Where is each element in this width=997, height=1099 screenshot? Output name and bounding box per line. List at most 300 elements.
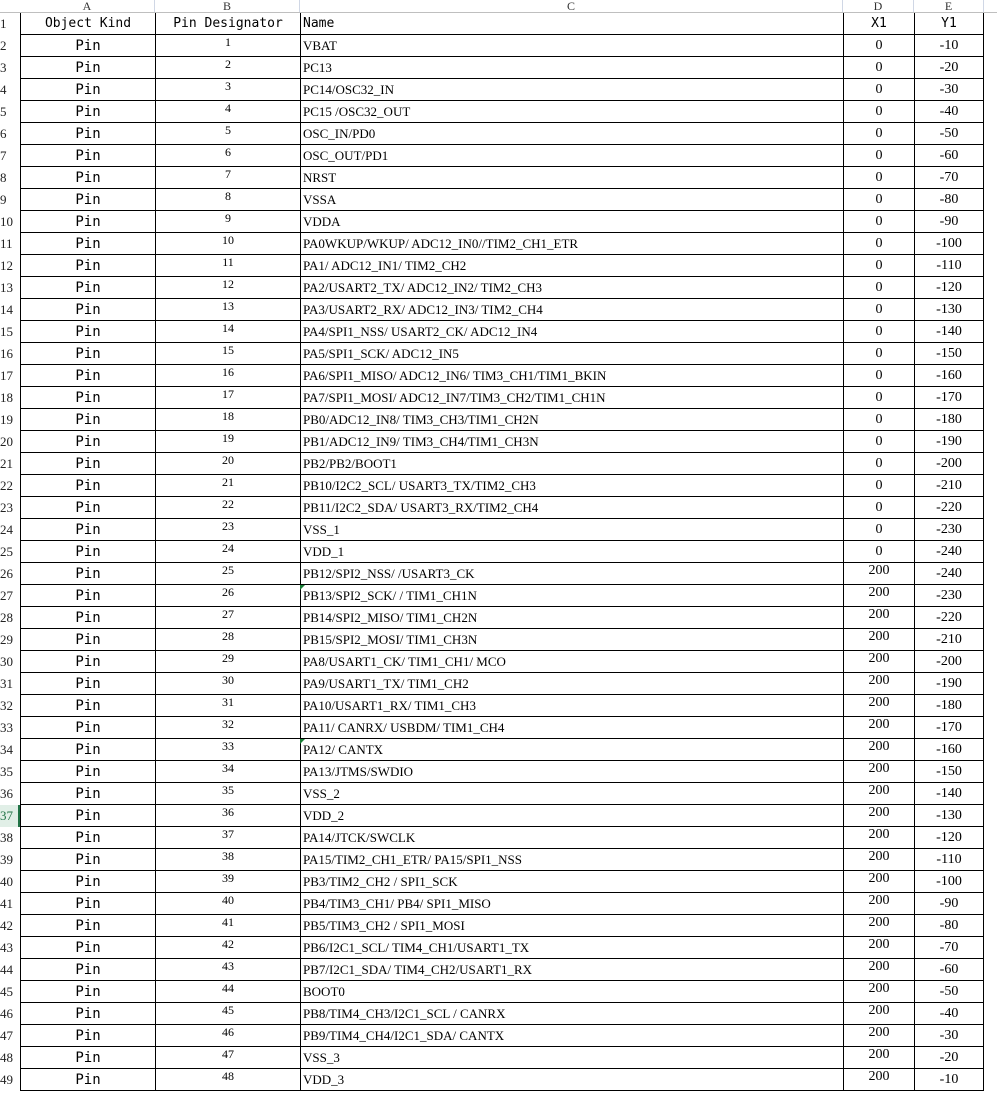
cell-pin-designator[interactable]: 43 bbox=[155, 959, 300, 981]
cell-name[interactable]: PB14/SPI2_MISO/ TIM1_CH2N bbox=[300, 607, 843, 629]
cell-x1[interactable]: 200 bbox=[843, 1003, 914, 1025]
cell-pin-designator[interactable]: 15 bbox=[155, 343, 300, 365]
cell-y1[interactable]: -240 bbox=[914, 541, 984, 563]
cell-pin-designator[interactable]: 48 bbox=[155, 1069, 300, 1091]
cell-x1[interactable]: 200 bbox=[843, 739, 914, 761]
row-number[interactable]: 45 bbox=[0, 981, 20, 1003]
row-number[interactable]: 41 bbox=[0, 893, 20, 915]
cell-y1[interactable]: -210 bbox=[914, 475, 984, 497]
cell-name[interactable]: PB5/TIM3_CH2 / SPI1_MOSI bbox=[300, 915, 843, 937]
cell-y1[interactable]: -210 bbox=[914, 629, 984, 651]
cell-y1[interactable]: -110 bbox=[914, 849, 984, 871]
cell-x1[interactable]: 0 bbox=[843, 321, 914, 343]
cell-x1[interactable]: 200 bbox=[843, 563, 914, 585]
cell-object-kind[interactable]: Pin bbox=[20, 695, 155, 717]
cell-object-kind[interactable]: Pin bbox=[20, 365, 155, 387]
row-number[interactable]: 18 bbox=[0, 387, 20, 409]
cell-name[interactable]: VDD_3 bbox=[300, 1069, 843, 1091]
cell-y1[interactable]: -40 bbox=[914, 1003, 984, 1025]
cell-name[interactable]: PB13/SPI2_SCK/ / TIM1_CH1N bbox=[300, 585, 843, 607]
cell-name[interactable]: PA2/USART2_TX/ ADC12_IN2/ TIM2_CH3 bbox=[300, 277, 843, 299]
cell-object-kind[interactable]: Pin bbox=[20, 607, 155, 629]
cell-pin-designator[interactable]: 26 bbox=[155, 585, 300, 607]
cell-object-kind[interactable]: Pin bbox=[20, 211, 155, 233]
cell-object-kind[interactable]: Pin bbox=[20, 981, 155, 1003]
cell-name[interactable]: PB3/TIM2_CH2 / SPI1_SCK bbox=[300, 871, 843, 893]
cell-x1[interactable]: 200 bbox=[843, 871, 914, 893]
cell-y1[interactable]: -160 bbox=[914, 739, 984, 761]
cell-pin-designator[interactable]: 39 bbox=[155, 871, 300, 893]
cell-x1[interactable]: 200 bbox=[843, 1069, 914, 1091]
cell-name[interactable]: PB9/TIM4_CH4/I2C1_SDA/ CANTX bbox=[300, 1025, 843, 1047]
cell-y1[interactable]: -110 bbox=[914, 255, 984, 277]
row-number[interactable]: 43 bbox=[0, 937, 20, 959]
cell-object-kind[interactable]: Pin bbox=[20, 409, 155, 431]
row-number[interactable]: 28 bbox=[0, 607, 20, 629]
cell-name[interactable]: VSS_3 bbox=[300, 1047, 843, 1069]
cell-x1[interactable]: 200 bbox=[843, 717, 914, 739]
cell-name[interactable]: OSC_OUT/PD1 bbox=[300, 145, 843, 167]
cell-y1[interactable]: -130 bbox=[914, 299, 984, 321]
cell-object-kind[interactable]: Pin bbox=[20, 299, 155, 321]
cell-name[interactable]: PB2/PB2/BOOT1 bbox=[300, 453, 843, 475]
cell-name[interactable]: PA10/USART1_RX/ TIM1_CH3 bbox=[300, 695, 843, 717]
cell-name[interactable]: PA8/USART1_CK/ TIM1_CH1/ MCO bbox=[300, 651, 843, 673]
cell-pin-designator[interactable]: 7 bbox=[155, 167, 300, 189]
cell-x1[interactable]: 0 bbox=[843, 431, 914, 453]
cell-y1[interactable]: -20 bbox=[914, 57, 984, 79]
cell-name[interactable]: PB10/I2C2_SCL/ USART3_TX/TIM2_CH3 bbox=[300, 475, 843, 497]
cell-object-kind[interactable]: Pin bbox=[20, 651, 155, 673]
cell-object-kind[interactable]: Pin bbox=[20, 585, 155, 607]
cell-object-kind[interactable]: Pin bbox=[20, 475, 155, 497]
column-header-e[interactable]: E bbox=[914, 0, 984, 12]
cell-y1[interactable]: -170 bbox=[914, 717, 984, 739]
header-cell-pin-designator[interactable]: Pin Designator bbox=[155, 13, 300, 35]
cell-y1[interactable]: -220 bbox=[914, 607, 984, 629]
cell-y1[interactable]: -140 bbox=[914, 783, 984, 805]
cell-y1[interactable]: -180 bbox=[914, 695, 984, 717]
row-number[interactable]: 35 bbox=[0, 761, 20, 783]
row-number[interactable]: 3 bbox=[0, 57, 20, 79]
cell-name[interactable]: PB11/I2C2_SDA/ USART3_RX/TIM2_CH4 bbox=[300, 497, 843, 519]
cell-object-kind[interactable]: Pin bbox=[20, 629, 155, 651]
cell-x1[interactable]: 0 bbox=[843, 189, 914, 211]
cell-y1[interactable]: -190 bbox=[914, 673, 984, 695]
cell-y1[interactable]: -230 bbox=[914, 585, 984, 607]
cell-name[interactable]: PB15/SPI2_MOSI/ TIM1_CH3N bbox=[300, 629, 843, 651]
row-number[interactable]: 20 bbox=[0, 431, 20, 453]
cell-x1[interactable]: 0 bbox=[843, 453, 914, 475]
cell-pin-designator[interactable]: 21 bbox=[155, 475, 300, 497]
cell-name[interactable]: PA11/ CANRX/ USBDM/ TIM1_CH4 bbox=[300, 717, 843, 739]
cell-x1[interactable]: 200 bbox=[843, 981, 914, 1003]
cell-y1[interactable]: -120 bbox=[914, 277, 984, 299]
cell-object-kind[interactable]: Pin bbox=[20, 343, 155, 365]
cell-name[interactable]: VSS_2 bbox=[300, 783, 843, 805]
cell-object-kind[interactable]: Pin bbox=[20, 827, 155, 849]
cell-name[interactable]: OSC_IN/PD0 bbox=[300, 123, 843, 145]
row-number[interactable]: 23 bbox=[0, 497, 20, 519]
cell-y1[interactable]: -80 bbox=[914, 189, 984, 211]
cell-x1[interactable]: 200 bbox=[843, 915, 914, 937]
row-number[interactable]: 42 bbox=[0, 915, 20, 937]
cell-x1[interactable]: 200 bbox=[843, 585, 914, 607]
row-number[interactable]: 10 bbox=[0, 211, 20, 233]
cell-y1[interactable]: -60 bbox=[914, 959, 984, 981]
cell-y1[interactable]: -170 bbox=[914, 387, 984, 409]
cell-x1[interactable]: 0 bbox=[843, 167, 914, 189]
cell-x1[interactable]: 200 bbox=[843, 827, 914, 849]
cell-y1[interactable]: -120 bbox=[914, 827, 984, 849]
cell-x1[interactable]: 0 bbox=[843, 409, 914, 431]
cell-pin-designator[interactable]: 41 bbox=[155, 915, 300, 937]
cell-x1[interactable]: 0 bbox=[843, 277, 914, 299]
cell-name[interactable]: PA14/JTCK/SWCLK bbox=[300, 827, 843, 849]
cell-pin-designator[interactable]: 32 bbox=[155, 717, 300, 739]
cell-pin-designator[interactable]: 22 bbox=[155, 497, 300, 519]
cell-pin-designator[interactable]: 14 bbox=[155, 321, 300, 343]
cell-x1[interactable]: 200 bbox=[843, 849, 914, 871]
cell-pin-designator[interactable]: 28 bbox=[155, 629, 300, 651]
cell-pin-designator[interactable]: 13 bbox=[155, 299, 300, 321]
row-number[interactable]: 4 bbox=[0, 79, 20, 101]
cell-y1[interactable]: -100 bbox=[914, 871, 984, 893]
cell-name[interactable]: PB1/ADC12_IN9/ TIM3_CH4/TIM1_CH3N bbox=[300, 431, 843, 453]
cell-object-kind[interactable]: Pin bbox=[20, 123, 155, 145]
cell-y1[interactable]: -130 bbox=[914, 805, 984, 827]
cell-pin-designator[interactable]: 23 bbox=[155, 519, 300, 541]
cell-x1[interactable]: 0 bbox=[843, 255, 914, 277]
row-number[interactable]: 25 bbox=[0, 541, 20, 563]
cell-pin-designator[interactable]: 24 bbox=[155, 541, 300, 563]
cell-name[interactable]: PB7/I2C1_SDA/ TIM4_CH2/USART1_RX bbox=[300, 959, 843, 981]
cell-pin-designator[interactable]: 10 bbox=[155, 233, 300, 255]
cell-object-kind[interactable]: Pin bbox=[20, 387, 155, 409]
cell-pin-designator[interactable]: 18 bbox=[155, 409, 300, 431]
header-cell-object-kind[interactable]: Object Kind bbox=[20, 13, 155, 35]
cell-object-kind[interactable]: Pin bbox=[20, 145, 155, 167]
cell-x1[interactable]: 200 bbox=[843, 1047, 914, 1069]
cell-y1[interactable]: -50 bbox=[914, 123, 984, 145]
cell-name[interactable]: PB6/I2C1_SCL/ TIM4_CH1/USART1_TX bbox=[300, 937, 843, 959]
row-number[interactable]: 5 bbox=[0, 101, 20, 123]
cell-pin-designator[interactable]: 16 bbox=[155, 365, 300, 387]
row-number[interactable]: 6 bbox=[0, 123, 20, 145]
row-number[interactable]: 46 bbox=[0, 1003, 20, 1025]
cell-object-kind[interactable]: Pin bbox=[20, 805, 155, 827]
cell-pin-designator[interactable]: 34 bbox=[155, 761, 300, 783]
cell-y1[interactable]: -200 bbox=[914, 651, 984, 673]
cell-name[interactable]: VDD_2 bbox=[300, 805, 843, 827]
row-number[interactable]: 37 bbox=[0, 805, 20, 827]
cell-object-kind[interactable]: Pin bbox=[20, 321, 155, 343]
cell-pin-designator[interactable]: 9 bbox=[155, 211, 300, 233]
cell-object-kind[interactable]: Pin bbox=[20, 35, 155, 57]
cell-name[interactable]: VSS_1 bbox=[300, 519, 843, 541]
row-number[interactable]: 38 bbox=[0, 827, 20, 849]
cell-pin-designator[interactable]: 29 bbox=[155, 651, 300, 673]
cell-name[interactable]: PB12/SPI2_NSS/ /USART3_CK bbox=[300, 563, 843, 585]
cell-y1[interactable]: -30 bbox=[914, 1025, 984, 1047]
cell-x1[interactable]: 0 bbox=[843, 519, 914, 541]
cell-object-kind[interactable]: Pin bbox=[20, 1047, 155, 1069]
cell-object-kind[interactable]: Pin bbox=[20, 937, 155, 959]
cell-pin-designator[interactable]: 40 bbox=[155, 893, 300, 915]
cell-x1[interactable]: 0 bbox=[843, 123, 914, 145]
cell-name[interactable]: NRST bbox=[300, 167, 843, 189]
cell-x1[interactable]: 200 bbox=[843, 937, 914, 959]
column-header-b[interactable]: B bbox=[155, 0, 300, 12]
cell-x1[interactable]: 0 bbox=[843, 57, 914, 79]
cell-name[interactable]: PA9/USART1_TX/ TIM1_CH2 bbox=[300, 673, 843, 695]
cell-pin-designator[interactable]: 47 bbox=[155, 1047, 300, 1069]
row-number[interactable]: 15 bbox=[0, 321, 20, 343]
row-number[interactable]: 31 bbox=[0, 673, 20, 695]
row-number[interactable]: 30 bbox=[0, 651, 20, 673]
cell-y1[interactable]: -160 bbox=[914, 365, 984, 387]
cell-pin-designator[interactable]: 5 bbox=[155, 123, 300, 145]
cell-object-kind[interactable]: Pin bbox=[20, 959, 155, 981]
cell-pin-designator[interactable]: 19 bbox=[155, 431, 300, 453]
cell-y1[interactable]: -70 bbox=[914, 937, 984, 959]
cell-name[interactable]: VDDA bbox=[300, 211, 843, 233]
cell-object-kind[interactable]: Pin bbox=[20, 717, 155, 739]
row-number[interactable]: 8 bbox=[0, 167, 20, 189]
header-cell-x1[interactable]: X1 bbox=[843, 13, 914, 35]
cell-x1[interactable]: 0 bbox=[843, 101, 914, 123]
cell-name[interactable]: PA6/SPI1_MISO/ ADC12_IN6/ TIM3_CH1/TIM1_BKIN bbox=[300, 365, 843, 387]
cell-y1[interactable]: -180 bbox=[914, 409, 984, 431]
cell-pin-designator[interactable]: 46 bbox=[155, 1025, 300, 1047]
cell-name[interactable]: PA12/ CANTX bbox=[300, 739, 843, 761]
table-row bbox=[0, 585, 997, 607]
cell-x1[interactable]: 0 bbox=[843, 233, 914, 255]
cell-pin-designator[interactable]: 2 bbox=[155, 57, 300, 79]
cell-object-kind[interactable]: Pin bbox=[20, 893, 155, 915]
row-number[interactable]: 29 bbox=[0, 629, 20, 651]
cell-y1[interactable]: -140 bbox=[914, 321, 984, 343]
row-number[interactable]: 39 bbox=[0, 849, 20, 871]
cell-name[interactable]: PA0WKUP/WKUP/ ADC12_IN0//TIM2_CH1_ETR bbox=[300, 233, 843, 255]
cell-object-kind[interactable]: Pin bbox=[20, 915, 155, 937]
cell-name[interactable]: PA7/SPI1_MOSI/ ADC12_IN7/TIM3_CH2/TIM1_CH1N bbox=[300, 387, 843, 409]
cell-x1[interactable]: 0 bbox=[843, 541, 914, 563]
cell-pin-designator[interactable]: 44 bbox=[155, 981, 300, 1003]
row-number[interactable]: 17 bbox=[0, 365, 20, 387]
cell-x1[interactable]: 200 bbox=[843, 783, 914, 805]
cell-name[interactable]: PC13 bbox=[300, 57, 843, 79]
row-number[interactable]: 44 bbox=[0, 959, 20, 981]
row-number[interactable]: 40 bbox=[0, 871, 20, 893]
row-number[interactable]: 1 bbox=[0, 13, 20, 35]
row-number[interactable]: 19 bbox=[0, 409, 20, 431]
cell-object-kind[interactable]: Pin bbox=[20, 189, 155, 211]
row-number[interactable]: 27 bbox=[0, 585, 20, 607]
row-number[interactable]: 16 bbox=[0, 343, 20, 365]
cell-y1[interactable]: -60 bbox=[914, 145, 984, 167]
row-number[interactable]: 47 bbox=[0, 1025, 20, 1047]
cell-object-kind[interactable]: Pin bbox=[20, 101, 155, 123]
row-number[interactable]: 12 bbox=[0, 255, 20, 277]
cell-x1[interactable]: 200 bbox=[843, 651, 914, 673]
cell-name[interactable]: PC15 /OSC32_OUT bbox=[300, 101, 843, 123]
cell-object-kind[interactable]: Pin bbox=[20, 849, 155, 871]
cell-object-kind[interactable]: Pin bbox=[20, 761, 155, 783]
cell-x1[interactable]: 0 bbox=[843, 79, 914, 101]
cell-y1[interactable]: -10 bbox=[914, 1069, 984, 1091]
cell-x1[interactable]: 200 bbox=[843, 629, 914, 651]
cell-name[interactable]: VBAT bbox=[300, 35, 843, 57]
cell-object-kind[interactable]: Pin bbox=[20, 1069, 155, 1091]
cell-object-kind[interactable]: Pin bbox=[20, 497, 155, 519]
cell-y1[interactable]: -230 bbox=[914, 519, 984, 541]
cell-object-kind[interactable]: Pin bbox=[20, 79, 155, 101]
cell-x1[interactable]: 0 bbox=[843, 211, 914, 233]
cell-y1[interactable]: -30 bbox=[914, 79, 984, 101]
cell-y1[interactable]: -190 bbox=[914, 431, 984, 453]
column-header-d[interactable]: D bbox=[843, 0, 914, 12]
cell-pin-designator[interactable]: 12 bbox=[155, 277, 300, 299]
cell-x1[interactable]: 0 bbox=[843, 365, 914, 387]
cell-x1[interactable]: 0 bbox=[843, 35, 914, 57]
header-cell-y1[interactable]: Y1 bbox=[914, 13, 984, 35]
row-number[interactable]: 21 bbox=[0, 453, 20, 475]
cell-y1[interactable]: -200 bbox=[914, 453, 984, 475]
cell-y1[interactable]: -20 bbox=[914, 1047, 984, 1069]
row-number[interactable]: 9 bbox=[0, 189, 20, 211]
column-header-c[interactable]: C bbox=[300, 0, 843, 12]
cell-name[interactable]: VDD_1 bbox=[300, 541, 843, 563]
cell-object-kind[interactable]: Pin bbox=[20, 167, 155, 189]
cell-pin-designator[interactable]: 25 bbox=[155, 563, 300, 585]
cell-x1[interactable]: 0 bbox=[843, 343, 914, 365]
cell-object-kind[interactable]: Pin bbox=[20, 453, 155, 475]
cell-object-kind[interactable]: Pin bbox=[20, 783, 155, 805]
cell-x1[interactable]: 200 bbox=[843, 695, 914, 717]
cell-name[interactable]: VSSA bbox=[300, 189, 843, 211]
cell-x1[interactable]: 0 bbox=[843, 497, 914, 519]
cell-y1[interactable]: -220 bbox=[914, 497, 984, 519]
cell-object-kind[interactable]: Pin bbox=[20, 233, 155, 255]
cell-pin-designator[interactable]: 45 bbox=[155, 1003, 300, 1025]
cell-y1[interactable]: -50 bbox=[914, 981, 984, 1003]
cell-x1[interactable]: 200 bbox=[843, 1025, 914, 1047]
cell-name[interactable]: PB4/TIM3_CH1/ PB4/ SPI1_MISO bbox=[300, 893, 843, 915]
row-number[interactable]: 26 bbox=[0, 563, 20, 585]
cell-pin-designator[interactable]: 33 bbox=[155, 739, 300, 761]
cell-pin-designator[interactable]: 11 bbox=[155, 255, 300, 277]
cell-pin-designator[interactable]: 4 bbox=[155, 101, 300, 123]
cell-object-kind[interactable]: Pin bbox=[20, 541, 155, 563]
cell-object-kind[interactable]: Pin bbox=[20, 673, 155, 695]
cell-pin-designator[interactable]: 1 bbox=[155, 35, 300, 57]
cell-pin-designator[interactable]: 20 bbox=[155, 453, 300, 475]
cell-object-kind[interactable]: Pin bbox=[20, 431, 155, 453]
cell-name[interactable]: PA5/SPI1_SCK/ ADC12_IN5 bbox=[300, 343, 843, 365]
row-number[interactable]: 34 bbox=[0, 739, 20, 761]
cell-name[interactable]: PA15/TIM2_CH1_ETR/ PA15/SPI1_NSS bbox=[300, 849, 843, 871]
cell-x1[interactable]: 0 bbox=[843, 475, 914, 497]
cell-y1[interactable]: -90 bbox=[914, 211, 984, 233]
row-number[interactable]: 14 bbox=[0, 299, 20, 321]
cell-pin-designator[interactable]: 30 bbox=[155, 673, 300, 695]
cell-x1[interactable]: 200 bbox=[843, 607, 914, 629]
row-number[interactable]: 32 bbox=[0, 695, 20, 717]
header-cell-name[interactable]: Name bbox=[300, 13, 843, 35]
cell-y1[interactable]: -40 bbox=[914, 101, 984, 123]
cell-pin-designator[interactable]: 38 bbox=[155, 849, 300, 871]
cell-y1[interactable]: -70 bbox=[914, 167, 984, 189]
row-number[interactable]: 49 bbox=[0, 1069, 20, 1091]
cell-y1[interactable]: -90 bbox=[914, 893, 984, 915]
cell-x1[interactable]: 200 bbox=[843, 761, 914, 783]
cell-pin-designator[interactable]: 35 bbox=[155, 783, 300, 805]
cell-x1[interactable]: 0 bbox=[843, 145, 914, 167]
cell-y1[interactable]: -150 bbox=[914, 761, 984, 783]
cell-name[interactable]: PB8/TIM4_CH3/I2C1_SCL / CANRX bbox=[300, 1003, 843, 1025]
cell-object-kind[interactable]: Pin bbox=[20, 871, 155, 893]
cell-name[interactable]: PA3/USART2_RX/ ADC12_IN3/ TIM2_CH4 bbox=[300, 299, 843, 321]
cell-pin-designator[interactable]: 17 bbox=[155, 387, 300, 409]
cell-pin-designator[interactable]: 6 bbox=[155, 145, 300, 167]
cell-x1[interactable]: 200 bbox=[843, 673, 914, 695]
cell-name[interactable]: PB0/ADC12_IN8/ TIM3_CH3/TIM1_CH2N bbox=[300, 409, 843, 431]
cell-y1[interactable]: -150 bbox=[914, 343, 984, 365]
row-number[interactable]: 2 bbox=[0, 35, 20, 57]
cell-object-kind[interactable]: Pin bbox=[20, 277, 155, 299]
row-number[interactable]: 22 bbox=[0, 475, 20, 497]
row-number[interactable]: 33 bbox=[0, 717, 20, 739]
cell-y1[interactable]: -10 bbox=[914, 35, 984, 57]
cell-object-kind[interactable]: Pin bbox=[20, 1003, 155, 1025]
row-number[interactable]: 24 bbox=[0, 519, 20, 541]
cell-pin-designator[interactable]: 31 bbox=[155, 695, 300, 717]
cell-pin-designator[interactable]: 3 bbox=[155, 79, 300, 101]
row-number[interactable]: 11 bbox=[0, 233, 20, 255]
cell-pin-designator[interactable]: 27 bbox=[155, 607, 300, 629]
row-number[interactable]: 7 bbox=[0, 145, 20, 167]
cell-pin-designator[interactable]: 42 bbox=[155, 937, 300, 959]
cell-pin-designator[interactable]: 36 bbox=[155, 805, 300, 827]
cell-x1[interactable]: 200 bbox=[843, 959, 914, 981]
cell-object-kind[interactable]: Pin bbox=[20, 57, 155, 79]
cell-y1[interactable]: -240 bbox=[914, 563, 984, 585]
cell-pin-designator[interactable]: 37 bbox=[155, 827, 300, 849]
cell-name[interactable]: PC14/OSC32_IN bbox=[300, 79, 843, 101]
row-number[interactable]: 13 bbox=[0, 277, 20, 299]
cell-y1[interactable]: -100 bbox=[914, 233, 984, 255]
cell-name[interactable]: PA4/SPI1_NSS/ USART2_CK/ ADC12_IN4 bbox=[300, 321, 843, 343]
cell-name[interactable]: PA13/JTMS/SWDIO bbox=[300, 761, 843, 783]
cell-object-kind[interactable]: Pin bbox=[20, 519, 155, 541]
cell-object-kind[interactable]: Pin bbox=[20, 563, 155, 585]
cell-name[interactable]: PA1/ ADC12_IN1/ TIM2_CH2 bbox=[300, 255, 843, 277]
row-number[interactable]: 48 bbox=[0, 1047, 20, 1069]
column-header-a[interactable]: A bbox=[20, 0, 155, 12]
cell-name[interactable]: BOOT0 bbox=[300, 981, 843, 1003]
cell-y1[interactable]: -80 bbox=[914, 915, 984, 937]
cell-object-kind[interactable]: Pin bbox=[20, 739, 155, 761]
cell-x1[interactable]: 200 bbox=[843, 805, 914, 827]
row-number[interactable]: 36 bbox=[0, 783, 20, 805]
cell-x1[interactable]: 200 bbox=[843, 893, 914, 915]
cell-pin-designator[interactable]: 8 bbox=[155, 189, 300, 211]
cell-x1[interactable]: 0 bbox=[843, 387, 914, 409]
cell-object-kind[interactable]: Pin bbox=[20, 255, 155, 277]
cell-x1[interactable]: 0 bbox=[843, 299, 914, 321]
cell-object-kind[interactable]: Pin bbox=[20, 1025, 155, 1047]
